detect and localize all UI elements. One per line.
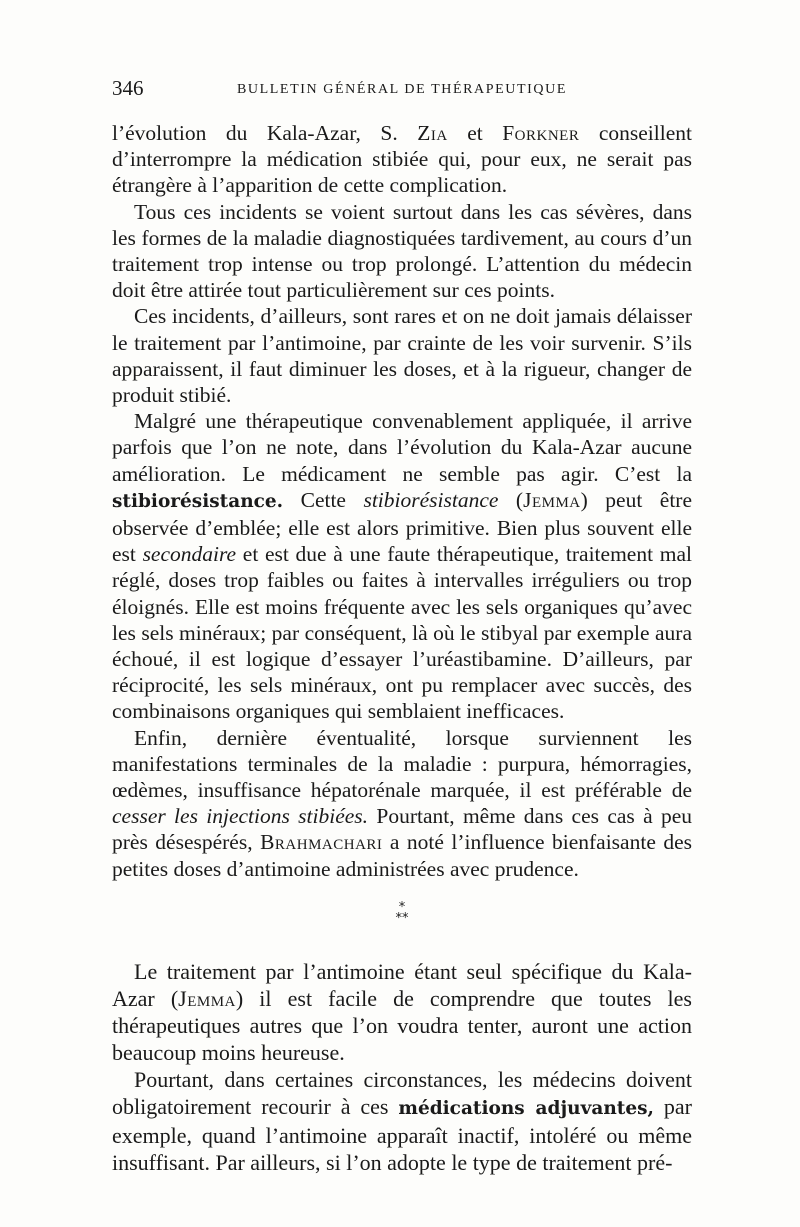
text: par exemple, quand l’antimoine apparaît inactif, intoléré ou même insuffisant. Par ailleurs, si l’on adopte le type de traitement pré- xyxy=(112,1093,692,1175)
paragraph-3: Ces incidents, d’ailleurs, sont rares et on ne doit jamais délaisser le traitement par l’antimoine, par crainte de les voir survenir. S’ils apparaissent, il faut diminuer les doses, et à la rigueur, changer de produit stibié. xyxy=(112,304,692,408)
italic-stibioresistance: stibiorésistance xyxy=(363,487,499,512)
text: Malgré une thérapeutique convenablement appliquée, il arrive parfois que l’on ne note, dans l’évolution du Kala-Azar aucune amélioration. Le médicament ne semble pas agir. C’est la xyxy=(112,409,692,486)
text: et xyxy=(447,121,503,145)
body-text xyxy=(112,120,692,1176)
asterism-top: * xyxy=(398,899,406,915)
text: conseillent d’interrompre la médication stibiée qui, pour eux, ne serait pas étrangère à l’apparition de cette complication. xyxy=(112,121,692,198)
text: Le traitement par l’antimoine étant seul spécifique du Kala-Azar ( xyxy=(112,958,692,1011)
paragraph-4 xyxy=(112,408,692,724)
author-forkner: Forkner xyxy=(502,121,580,145)
paragraph-6 xyxy=(112,958,692,1066)
page-number: 346 xyxy=(112,76,144,100)
asterism-separator xyxy=(112,899,692,926)
paragraph-7 xyxy=(112,1066,692,1176)
italic-cesser: cesser les injections stibiées. xyxy=(112,804,369,829)
running-header xyxy=(112,76,692,106)
author-zia: Zia xyxy=(417,121,448,145)
text: Enfin, dernière éventualité, lorsque surviennent les manifestations terminales de la maladie : purpura, hémorragies, œdèmes, insuffisance hépatorénale marquée, il est préférable de xyxy=(112,725,692,803)
text: ) il est facile de comprendre que toutes les thérapeutiques autres que l’on voudra tenter, auront une action beaucoup moins heureuse. xyxy=(112,985,692,1065)
paragraph-2: Tous ces incidents se voient surtout dans les cas sévères, dans les formes de la maladie diagnostiquées tardivement, au cours d’un traitement trop intense ou trop prolongé. L’attention du médecin doit être attirée tout particulièrement sur ces points. xyxy=(112,199,692,303)
term-stibioresistance: stibiorésistance. xyxy=(112,490,284,512)
paragraph-5 xyxy=(112,725,692,882)
text: ) peut être observée d’emblée; elle est alors primitive. Bien plus souvent elle est xyxy=(112,487,692,567)
text: Pourtant, dans certaines circonstances, les médecins doivent obligatoirement recourir à ces xyxy=(112,1066,692,1119)
author-brahmachari: Brahmachari xyxy=(260,830,383,855)
text: Pourtant, même dans ces cas à peu près désespérés, xyxy=(112,804,693,855)
text: et est due à une faute thérapeutique, traitement mal réglé, doses trop faibles ou faites à intervalles irréguliers ou trop éloignés. Elle est moins fréquente avec les sels organiques qu’avec les sels minéraux; par conséquent, là où le stibyal par exemple aura échoué, il est logique d’essayer l’uréastibamine. D’ailleurs, par réciprocité, les sels minéraux, ont pu remplacer avec succès, des combinaisons organiques qui semblaient inefficaces. xyxy=(112,542,692,724)
text: l’évolution du Kala-Azar, S. xyxy=(112,121,418,145)
asterism-bottom: ** xyxy=(395,910,409,926)
paragraph-1 xyxy=(112,120,692,199)
text: a noté l’influence bienfaisante des petites doses d’antimoine administrées avec prudence. xyxy=(112,830,692,881)
running-title: BULLETIN GÉNÉRAL DE THÉRAPEUTIQUE xyxy=(236,82,568,97)
author-jemma-2: Jemma xyxy=(178,985,236,1011)
text: Cette xyxy=(283,487,364,512)
text: ( xyxy=(498,487,524,512)
italic-secondaire: secondaire xyxy=(142,542,237,567)
author-jemma: Jemma xyxy=(523,487,581,512)
term-medications-adjuvantes: médications adjuvantes, xyxy=(398,1097,654,1119)
